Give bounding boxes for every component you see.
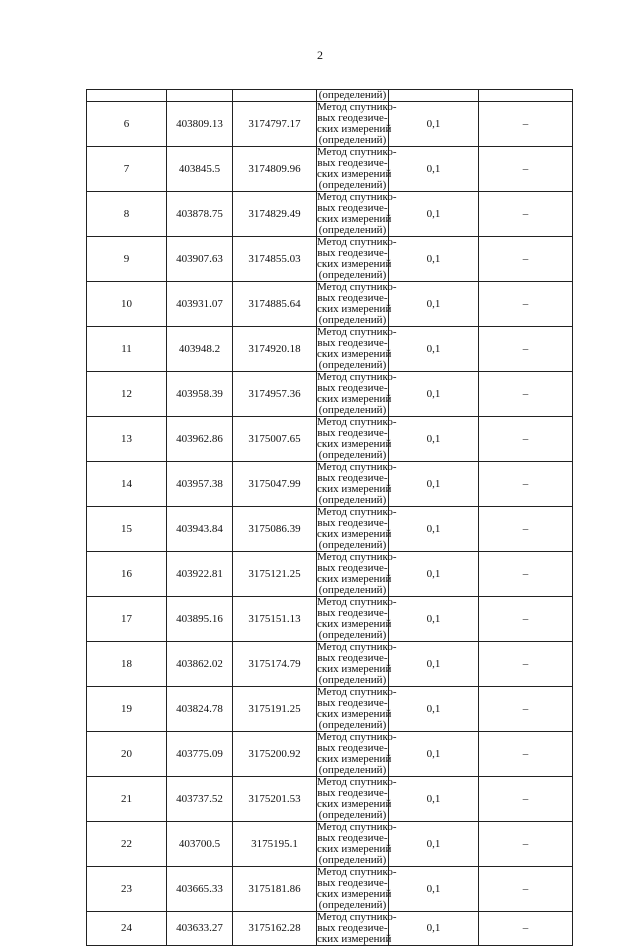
coord-x: 403775.09: [167, 732, 233, 777]
accuracy-value: 0,1: [389, 912, 479, 946]
method-line: (определений): [318, 359, 387, 371]
method-line: (определений): [318, 719, 387, 731]
method-cell: [317, 821, 397, 867]
method-line: Метод спутнико-: [317, 821, 397, 833]
accuracy-value: 0,1: [389, 732, 479, 777]
method-cell: [317, 776, 397, 822]
coord-x: 403737.52: [167, 777, 233, 822]
page-number: 2: [317, 48, 323, 62]
method-line: ских измерений: [317, 663, 392, 675]
point-number: 22: [87, 822, 167, 867]
method-line: вых геодезиче-: [317, 247, 388, 259]
method-line: Метод спутнико-: [317, 416, 397, 428]
point-number: 12: [87, 372, 167, 417]
coord-x: 403895.16: [167, 597, 233, 642]
method-line: Метод спутнико-: [317, 506, 397, 518]
coord-x: 403824.78: [167, 687, 233, 732]
point-number: 17: [87, 597, 167, 642]
method-line: вых геодезиче-: [317, 742, 388, 754]
coord-x: 403809.13: [167, 102, 233, 147]
method-line: (определений): [318, 134, 387, 146]
method-line: Метод спутнико-: [317, 551, 397, 563]
method-line: ских измерений: [317, 888, 392, 900]
dash-value: –: [479, 102, 573, 147]
method-line: Метод спутнико-: [317, 596, 397, 608]
accuracy-value: 0,1: [389, 282, 479, 327]
method-line: (определений): [318, 179, 387, 191]
coord-x: 403862.02: [167, 642, 233, 687]
coord-x: 403665.33: [167, 867, 233, 912]
method-line: вых геодезиче-: [317, 787, 388, 799]
table-row: [87, 102, 573, 147]
method-line: Метод спутнико-: [317, 371, 397, 383]
table-row: [87, 777, 573, 822]
dash-value: –: [479, 462, 573, 507]
dash-value: –: [479, 867, 573, 912]
dash-value: –: [479, 642, 573, 687]
coord-y: 3175086.39: [233, 507, 317, 552]
method-line: Метод спутнико-: [317, 776, 397, 788]
method-line: Метод спутнико-: [317, 866, 397, 878]
method-line: вых геодезиче-: [317, 382, 388, 394]
coord-x: 403931.07: [167, 282, 233, 327]
dash-value: –: [479, 327, 573, 372]
method-line: ских измерений: [317, 798, 392, 810]
method-line: вых геодезиче-: [317, 202, 388, 214]
coord-x: 403907.63: [167, 237, 233, 282]
method-line: (определений): [318, 314, 387, 326]
dash-value: –: [479, 507, 573, 552]
method-line: (определений): [318, 899, 387, 911]
method-line: вых геодезиче-: [317, 562, 388, 574]
method-line: Метод спутнико-: [317, 731, 397, 743]
method-line: ских измерений: [317, 123, 392, 135]
coord-y: 3174920.18: [233, 327, 317, 372]
method-cell: [317, 641, 397, 687]
method-line: (определений): [318, 764, 387, 776]
coord-y: 3174797.17: [233, 102, 317, 147]
table-row: [87, 507, 573, 552]
coord-x: 403633.27: [167, 912, 233, 946]
accuracy-value: 0,1: [389, 462, 479, 507]
table-row-continuation: [87, 90, 573, 102]
method-line: ских измерений: [317, 528, 392, 540]
method-line: (определений): [318, 449, 387, 461]
method-line: Метод спутнико-: [317, 686, 397, 698]
method-cell: [317, 731, 397, 777]
coord-y: 3175162.28: [233, 912, 317, 946]
method-cell: [317, 416, 397, 462]
method-cell: [317, 101, 397, 147]
method-line: ских измерений: [317, 303, 392, 315]
method-line: вых геодезиче-: [317, 472, 388, 484]
table-row: [87, 912, 573, 946]
method-line: вых геодезиче-: [317, 427, 388, 439]
table-row: [87, 372, 573, 417]
method-line: вых геодезиче-: [317, 877, 388, 889]
table-row: [87, 237, 573, 282]
method-line: вых геодезиче-: [317, 652, 388, 664]
point-number: 8: [87, 192, 167, 237]
coord-x: 403958.39: [167, 372, 233, 417]
method-line: ских измерений: [317, 438, 392, 450]
table-row: [87, 417, 573, 462]
method-line: (определений): [318, 404, 387, 416]
method-line: (определений): [318, 539, 387, 551]
table-row: [87, 552, 573, 597]
method-line: ских измерений: [317, 348, 392, 360]
method-cell: [317, 506, 397, 552]
coord-y: 3175195.1: [233, 822, 317, 867]
method-line: ских измерений: [317, 753, 392, 765]
accuracy-value: 0,1: [389, 507, 479, 552]
point-number: 6: [87, 102, 167, 147]
accuracy-value: 0,1: [389, 867, 479, 912]
method-line: ских измерений: [317, 573, 392, 585]
method-line: (определений): [318, 224, 387, 236]
method-line: Метод спутнико-: [317, 281, 397, 293]
method-cell: [317, 146, 397, 192]
coord-y: 3175191.25: [233, 687, 317, 732]
point-number: 7: [87, 147, 167, 192]
method-line: (определений): [318, 494, 387, 506]
method-line: (определений): [318, 269, 387, 281]
method-line: ских измерений: [317, 618, 392, 630]
coord-y: 3174957.36: [233, 372, 317, 417]
coord-y: 3175181.86: [233, 867, 317, 912]
method-line: (определений): [318, 629, 387, 641]
accuracy-value: 0,1: [389, 822, 479, 867]
method-line: Метод спутнико-: [317, 461, 397, 473]
accuracy-value: 0,1: [389, 372, 479, 417]
table-row: [87, 462, 573, 507]
accuracy-value: 0,1: [389, 327, 479, 372]
dash-value: –: [479, 912, 573, 946]
method-line: вых геодезиче-: [317, 922, 388, 934]
table-row: [87, 147, 573, 192]
point-number: 15: [87, 507, 167, 552]
point-number: 16: [87, 552, 167, 597]
method-line: Метод спутнико-: [317, 146, 397, 158]
method-line: Метод спутнико-: [317, 911, 397, 923]
method-line: (определений): [318, 584, 387, 596]
accuracy-value: 0,1: [389, 597, 479, 642]
dash-value: –: [479, 822, 573, 867]
method-cell: (определений): [317, 90, 389, 102]
accuracy-value: 0,1: [389, 147, 479, 192]
dash-value: –: [479, 147, 573, 192]
dash-value: –: [479, 372, 573, 417]
method-line: ских измерений: [317, 483, 392, 495]
point-number: 14: [87, 462, 167, 507]
coord-y: 3175200.92: [233, 732, 317, 777]
point-number: 10: [87, 282, 167, 327]
point-number: 21: [87, 777, 167, 822]
accuracy-value: 0,1: [389, 642, 479, 687]
accuracy-value: 0,1: [389, 102, 479, 147]
method-line: ских измерений: [317, 708, 392, 720]
method-line: Метод спутнико-: [317, 236, 397, 248]
method-line: вых геодезиче-: [317, 337, 388, 349]
coord-x: 403700.5: [167, 822, 233, 867]
method-line: вых геодезиче-: [317, 157, 388, 169]
method-line: Метод спутнико-: [317, 101, 397, 113]
method-cell: [317, 326, 397, 372]
dash-value: –: [479, 192, 573, 237]
method-line: (определений): [318, 854, 387, 866]
coord-y: 3175047.99: [233, 462, 317, 507]
method-cell: [317, 191, 397, 237]
point-number: 24: [87, 912, 167, 946]
method-line: ских измерений: [317, 168, 392, 180]
coord-x: 403943.84: [167, 507, 233, 552]
method-cell: [317, 236, 397, 282]
method-line: (определений): [318, 809, 387, 821]
method-line: Метод спутнико-: [317, 326, 397, 338]
point-number: 19: [87, 687, 167, 732]
coord-y: 3174809.96: [233, 147, 317, 192]
dash-value: –: [479, 282, 573, 327]
coord-x: 403845.5: [167, 147, 233, 192]
dash-value: –: [479, 552, 573, 597]
coord-x: 403878.75: [167, 192, 233, 237]
method-line: ских измерений: [317, 213, 392, 225]
method-line: вых геодезиче-: [317, 292, 388, 304]
point-number: 20: [87, 732, 167, 777]
dash-value: –: [479, 732, 573, 777]
table-row: [87, 192, 573, 237]
table-row: [87, 327, 573, 372]
table-row: [87, 597, 573, 642]
coord-x: 403962.86: [167, 417, 233, 462]
method-cell: [317, 911, 397, 946]
accuracy-value: 0,1: [389, 417, 479, 462]
method-line: вых геодезиче-: [317, 517, 388, 529]
dash-value: –: [479, 597, 573, 642]
coord-y: 3175201.53: [233, 777, 317, 822]
coord-y: 3174855.03: [233, 237, 317, 282]
method-cell: [317, 596, 397, 642]
dash-value: –: [479, 237, 573, 282]
point-number: 23: [87, 867, 167, 912]
method-line: вых геодезиче-: [317, 697, 388, 709]
method-line: ских измерений: [317, 393, 392, 405]
coord-y: 3175151.13: [233, 597, 317, 642]
coord-y: 3175007.65: [233, 417, 317, 462]
point-number: 11: [87, 327, 167, 372]
accuracy-value: 0,1: [389, 687, 479, 732]
table-row: [87, 642, 573, 687]
point-number: 13: [87, 417, 167, 462]
method-line: ских измерений: [317, 258, 392, 270]
coord-x: 403922.81: [167, 552, 233, 597]
method-line: Метод спутнико-: [317, 191, 397, 203]
coord-x: 403957.38: [167, 462, 233, 507]
method-line: (определений): [318, 674, 387, 686]
method-line: ских измерений: [317, 933, 392, 945]
coord-y: 3174885.64: [233, 282, 317, 327]
method-cell: [317, 461, 397, 507]
coordinates-table: [86, 89, 573, 946]
method-line: ских измерений: [317, 843, 392, 855]
dash-value: –: [479, 777, 573, 822]
method-cell: [317, 551, 397, 597]
coord-y: 3174829.49: [233, 192, 317, 237]
table-row: [87, 732, 573, 777]
coord-y: 3175174.79: [233, 642, 317, 687]
table-row: [87, 687, 573, 732]
accuracy-value: 0,1: [389, 552, 479, 597]
point-number: 18: [87, 642, 167, 687]
method-line: Метод спутнико-: [317, 641, 397, 653]
method-cell: [317, 281, 397, 327]
coord-y: 3175121.25: [233, 552, 317, 597]
method-line: вых геодезиче-: [317, 112, 388, 124]
coord-x: 403948.2: [167, 327, 233, 372]
dash-value: –: [479, 687, 573, 732]
method-cell: [317, 371, 397, 417]
accuracy-value: 0,1: [389, 237, 479, 282]
accuracy-value: 0,1: [389, 777, 479, 822]
method-cell: [317, 686, 397, 732]
dash-value: –: [479, 417, 573, 462]
table-row: [87, 282, 573, 327]
accuracy-value: 0,1: [389, 192, 479, 237]
table-row: [87, 822, 573, 867]
method-line: вых геодезиче-: [317, 832, 388, 844]
method-line: вых геодезиче-: [317, 607, 388, 619]
point-number: 9: [87, 237, 167, 282]
